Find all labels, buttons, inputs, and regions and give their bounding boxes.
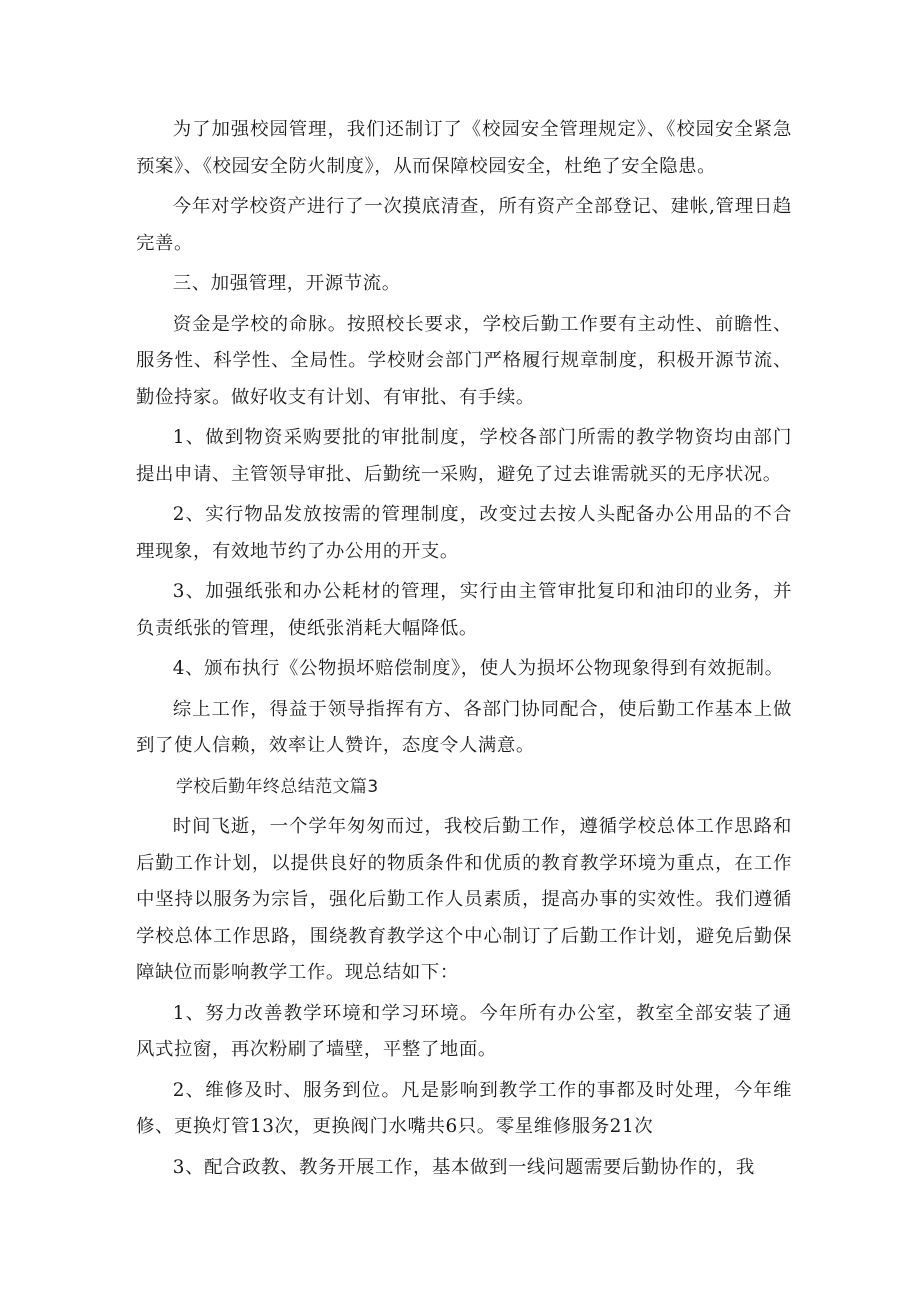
paragraph-campus-safety: 为了加强校园管理，我们还制订了《校园安全管理规定》、《校园安全紧急预案》、《校园安全防火制度》，从而保障校园安全，杜绝了安全隐患。 — [136, 119, 792, 177]
paragraph-asset-inventory: 今年对学校资产进行了一次摸底清查，所有资产全部登记、建帐,管理日趋完善。 — [136, 196, 792, 254]
paragraph-section-three-title: 三、加强管理，开源节流。 — [172, 273, 401, 294]
paragraph-item-2: 2、实行物品发放按需的管理制度，改变过去按人头配备办公用品的不合理现象，有效地节约了办公用的开支。 — [136, 504, 792, 562]
paragraph-section-intro: 时间飞逝，一个学年匆匆而过，我校后勤工作，遵循学校总体工作思路和后勤工作计划，以提供良好的物质条件和优质的教育教学环境为重点，在工作中坚持以服务为宗旨，强化后勤工作人员素质，提高办事的实效性。我们遵循学校总体工作思路，围绕教育教学这个中心制订了后勤工作计划，避免后勤保障缺位而影响教学工作。现总结如下： — [136, 816, 792, 983]
paragraph-item-3: 3、加强纸张和办公耗材的管理，实行由主管审批复印和油印的业务，并负责纸张的管理，使纸张消耗大幅降低。 — [136, 581, 792, 639]
paragraph-section-item-2: 2、维修及时、服务到位。凡是影响到教学工作的事都及时处理，今年维修、更换灯管13次，更换阀门水嘴共6只。零星维修服务21次 — [136, 1079, 792, 1137]
paragraph-section-item-3: 3、配合政教、教务开展工作，基本做到一线问题需要后勤协作的，我 — [172, 1156, 755, 1178]
paragraph-section-item-1: 1、努力改善教学环境和学习环境。今年所有办公室，教室全部安装了通风式拉窗，再次粉刷了墙壁，平整了地面。 — [136, 1002, 792, 1060]
paragraph-item-1: 1、做到物资采购要批的审批制度，学校各部门所需的教学物资均由部门提出申请、主管领导审批、后勤统一采购，避免了过去谁需就买的无序状况。 — [136, 427, 792, 485]
paragraph-funding: 资金是学校的命脉。按照校长要求，学校后勤工作要有主动性、前瞻性、服务性、科学性、全局性。学校财会部门严格履行规章制度，积极开源节流、勤俭持家。做好收支有计划、有审批、有手续。 — [136, 313, 792, 408]
section-heading: 学校后勤年终总结范文篇3 — [175, 776, 379, 797]
document-body — [136, 112, 792, 1186]
paragraph-summary: 综上工作，得益于领导指挥有方、各部门协同配合，使后勤工作基本上做到了使人信赖，效率让人赞许，态度令人满意。 — [136, 698, 792, 756]
paragraph-item-4: 4、颁布执行《公物损坏赔偿制度》，使人为损坏公物现象得到有效扼制。 — [172, 658, 784, 679]
